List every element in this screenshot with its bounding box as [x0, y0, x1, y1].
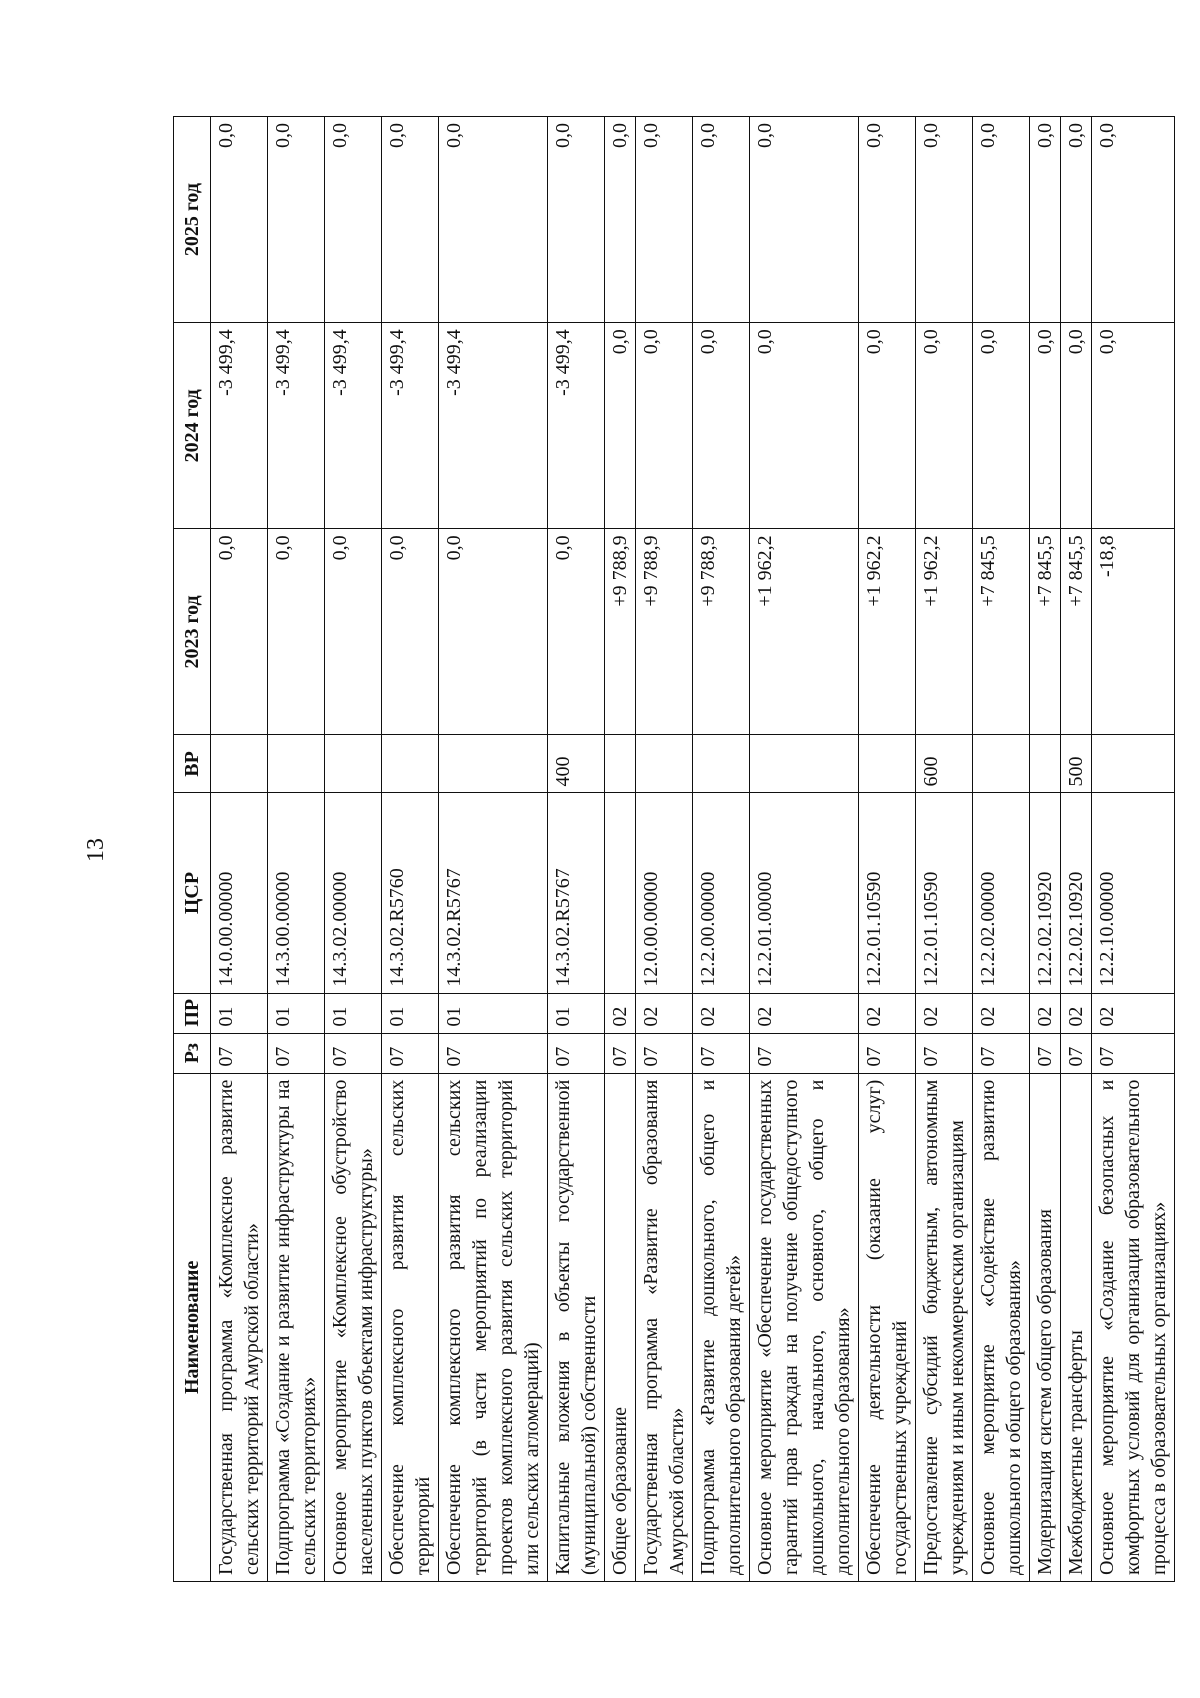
row-2024-cell: 0,0	[1030, 323, 1061, 529]
row-name-cell: Обеспечение деятельности (оказание услуг) государственных учреждений	[859, 1073, 916, 1581]
row-csr-cell: 12.2.02.10920	[1030, 793, 1061, 993]
row-csr-cell: 14.3.02.R5760	[382, 793, 439, 993]
row-2025-cell: 0,0	[325, 117, 382, 323]
row-vr-cell	[1092, 735, 1175, 793]
row-rz-cell: 07	[636, 1033, 693, 1073]
row-2024-cell: 0,0	[636, 323, 693, 529]
row-vr-cell	[693, 735, 750, 793]
row-2025-cell: 0,0	[1030, 117, 1061, 323]
table-row	[382, 117, 439, 1582]
budget-table	[173, 116, 1175, 1582]
row-csr-cell: 12.2.01.00000	[750, 793, 859, 993]
row-pr-cell: 02	[693, 993, 750, 1033]
row-rz-cell: 07	[1030, 1033, 1061, 1073]
row-csr-cell: 12.2.00.00000	[693, 793, 750, 993]
row-2024-cell: 0,0	[1092, 323, 1175, 529]
row-csr-cell: 12.2.01.10590	[859, 793, 916, 993]
row-2024-cell: 0,0	[973, 323, 1030, 529]
table-body	[211, 117, 1175, 1582]
row-name-cell: Подпрограмма «Создание и развитие инфраструктуры на сельских территориях»	[268, 1073, 325, 1581]
row-2023-cell: -18,8	[1092, 529, 1175, 735]
table-row	[268, 117, 325, 1582]
row-pr-cell: 02	[605, 993, 636, 1033]
row-2024-cell: -3 499,4	[211, 323, 268, 529]
row-2024-cell: 0,0	[916, 323, 973, 529]
row-vr-cell	[382, 735, 439, 793]
row-2025-cell: 0,0	[916, 117, 973, 323]
row-2025-cell: 0,0	[439, 117, 548, 323]
row-vr-cell	[211, 735, 268, 793]
header-rz: Рз	[174, 1033, 211, 1073]
row-2025-cell: 0,0	[973, 117, 1030, 323]
row-name-cell: Межбюджетные трансферты	[1061, 1073, 1092, 1581]
row-2023-cell: 0,0	[382, 529, 439, 735]
row-csr-cell: 14.3.02.R5767	[548, 793, 605, 993]
row-2023-cell: 0,0	[325, 529, 382, 735]
row-pr-cell: 02	[859, 993, 916, 1033]
row-name-cell: Основное мероприятие «Содействие развитию дошкольного и общего образования»	[973, 1073, 1030, 1581]
header-2025: 2025 год	[174, 117, 211, 323]
row-rz-cell: 07	[1061, 1033, 1092, 1073]
header-pr: ПР	[174, 993, 211, 1033]
table-row	[211, 117, 268, 1582]
row-2025-cell: 0,0	[636, 117, 693, 323]
row-pr-cell: 02	[636, 993, 693, 1033]
table-row	[605, 117, 636, 1582]
row-name-cell: Подпрограмма «Развитие дошкольного, общего и дополнительного образования детей»	[693, 1073, 750, 1581]
row-2023-cell: 0,0	[548, 529, 605, 735]
row-2024-cell: 0,0	[859, 323, 916, 529]
header-csr: ЦСР	[174, 793, 211, 993]
row-2024-cell: -3 499,4	[382, 323, 439, 529]
row-vr-cell	[439, 735, 548, 793]
row-rz-cell: 07	[973, 1033, 1030, 1073]
row-rz-cell: 07	[750, 1033, 859, 1073]
row-csr-cell: 14.3.00.00000	[268, 793, 325, 993]
row-pr-cell: 01	[548, 993, 605, 1033]
header-2023: 2023 год	[174, 529, 211, 735]
row-2024-cell: 0,0	[605, 323, 636, 529]
row-name-cell: Основное мероприятие «Создание безопасных и комфортных условий для организации образовательного процесса в образовательных организациях»	[1092, 1073, 1175, 1581]
row-name-cell: Государственная программа «Комплексное развитие сельских территорий Амурской области»	[211, 1073, 268, 1581]
row-csr-cell: 12.2.02.00000	[973, 793, 1030, 993]
row-2025-cell: 0,0	[693, 117, 750, 323]
table-row	[636, 117, 693, 1582]
row-rz-cell: 07	[605, 1033, 636, 1073]
row-2025-cell: 0,0	[382, 117, 439, 323]
row-2023-cell: +9 788,9	[636, 529, 693, 735]
row-name-cell: Обеспечение комплексного развития сельских территорий	[382, 1073, 439, 1581]
row-2023-cell: +9 788,9	[605, 529, 636, 735]
row-csr-cell	[605, 793, 636, 993]
row-2025-cell: 0,0	[548, 117, 605, 323]
row-pr-cell: 02	[1092, 993, 1175, 1033]
header-name: Наименование	[174, 1073, 211, 1581]
row-vr-cell	[605, 735, 636, 793]
table-row	[750, 117, 859, 1582]
table-row	[548, 117, 605, 1582]
row-pr-cell: 02	[750, 993, 859, 1033]
row-rz-cell: 07	[1092, 1033, 1175, 1073]
row-name-cell: Капитальные вложения в объекты государственной (муниципальной) собственности	[548, 1073, 605, 1581]
row-vr-cell	[750, 735, 859, 793]
row-csr-cell: 12.2.01.10590	[916, 793, 973, 993]
row-pr-cell: 02	[1030, 993, 1061, 1033]
row-vr-cell	[325, 735, 382, 793]
row-csr-cell: 14.3.02.R5767	[439, 793, 548, 993]
row-vr-cell: 600	[916, 735, 973, 793]
row-2024-cell: -3 499,4	[439, 323, 548, 529]
row-pr-cell: 02	[916, 993, 973, 1033]
row-pr-cell: 02	[1061, 993, 1092, 1033]
table-row	[439, 117, 548, 1582]
row-2023-cell: 0,0	[211, 529, 268, 735]
row-2024-cell: 0,0	[1061, 323, 1092, 529]
row-pr-cell: 01	[439, 993, 548, 1033]
row-2024-cell: -3 499,4	[268, 323, 325, 529]
table-row	[1030, 117, 1061, 1582]
row-csr-cell: 14.0.00.00000	[211, 793, 268, 993]
row-rz-cell: 07	[548, 1033, 605, 1073]
row-name-cell: Предоставление субсидий бюджетным, автономным учреждениям и иным некоммерческим организациям	[916, 1073, 973, 1581]
row-vr-cell: 500	[1061, 735, 1092, 793]
table-row	[325, 117, 382, 1582]
page-number: 13	[83, 838, 109, 862]
row-2023-cell: +7 845,5	[1030, 529, 1061, 735]
row-2023-cell: +1 962,2	[750, 529, 859, 735]
row-rz-cell: 07	[382, 1033, 439, 1073]
row-2023-cell: +1 962,2	[859, 529, 916, 735]
row-2024-cell: 0,0	[750, 323, 859, 529]
row-rz-cell: 07	[916, 1033, 973, 1073]
row-2023-cell: +7 845,5	[1061, 529, 1092, 735]
row-2024-cell: 0,0	[693, 323, 750, 529]
row-vr-cell	[859, 735, 916, 793]
table-row	[1092, 117, 1175, 1582]
row-2025-cell: 0,0	[211, 117, 268, 323]
row-2023-cell: +7 845,5	[973, 529, 1030, 735]
table-row	[859, 117, 916, 1582]
row-pr-cell: 01	[268, 993, 325, 1033]
row-pr-cell: 01	[325, 993, 382, 1033]
row-2023-cell: 0,0	[439, 529, 548, 735]
row-name-cell: Государственная программа «Развитие образования Амурской области»	[636, 1073, 693, 1581]
row-name-cell: Модернизация систем общего образования	[1030, 1073, 1061, 1581]
row-rz-cell: 07	[211, 1033, 268, 1073]
row-name-cell: Основное мероприятие «Комплексное обустройство населенных пунктов объектами инфраструктуры»	[325, 1073, 382, 1581]
row-pr-cell: 02	[973, 993, 1030, 1033]
row-2025-cell: 0,0	[268, 117, 325, 323]
row-csr-cell: 12.2.10.00000	[1092, 793, 1175, 993]
row-vr-cell: 400	[548, 735, 605, 793]
row-name-cell: Общее образование	[605, 1073, 636, 1581]
row-vr-cell	[268, 735, 325, 793]
row-2025-cell: 0,0	[605, 117, 636, 323]
row-2025-cell: 0,0	[859, 117, 916, 323]
table-row	[973, 117, 1030, 1582]
row-2025-cell: 0,0	[1092, 117, 1175, 323]
row-pr-cell: 01	[211, 993, 268, 1033]
row-csr-cell: 14.3.02.00000	[325, 793, 382, 993]
row-2025-cell: 0,0	[750, 117, 859, 323]
row-2025-cell: 0,0	[1061, 117, 1092, 323]
rotated-table-container	[173, 116, 1170, 1582]
table-row	[916, 117, 973, 1582]
header-2024: 2024 год	[174, 323, 211, 529]
row-vr-cell	[1030, 735, 1061, 793]
row-pr-cell: 01	[382, 993, 439, 1033]
row-rz-cell: 07	[859, 1033, 916, 1073]
table-row	[693, 117, 750, 1582]
row-2023-cell: 0,0	[268, 529, 325, 735]
row-2023-cell: +9 788,9	[693, 529, 750, 735]
row-rz-cell: 07	[268, 1033, 325, 1073]
table-header-row	[174, 117, 211, 1582]
row-vr-cell	[973, 735, 1030, 793]
row-name-cell: Обеспечение комплексного развития сельских территорий (в части мероприятий по реализации проектов комплексного развития сельских территорий или сельских агломераций)	[439, 1073, 548, 1581]
row-2023-cell: +1 962,2	[916, 529, 973, 735]
row-rz-cell: 07	[325, 1033, 382, 1073]
row-csr-cell: 12.2.02.10920	[1061, 793, 1092, 993]
table-row	[1061, 117, 1092, 1582]
row-vr-cell	[636, 735, 693, 793]
row-rz-cell: 07	[693, 1033, 750, 1073]
header-vr: ВР	[174, 735, 211, 793]
row-name-cell: Основное мероприятие «Обеспечение государственных гарантий прав граждан на получение общедоступного дошкольного, начального, основного, общего и дополнительного образования»	[750, 1073, 859, 1581]
row-2024-cell: -3 499,4	[548, 323, 605, 529]
row-csr-cell: 12.0.00.00000	[636, 793, 693, 993]
row-2024-cell: -3 499,4	[325, 323, 382, 529]
row-rz-cell: 07	[439, 1033, 548, 1073]
